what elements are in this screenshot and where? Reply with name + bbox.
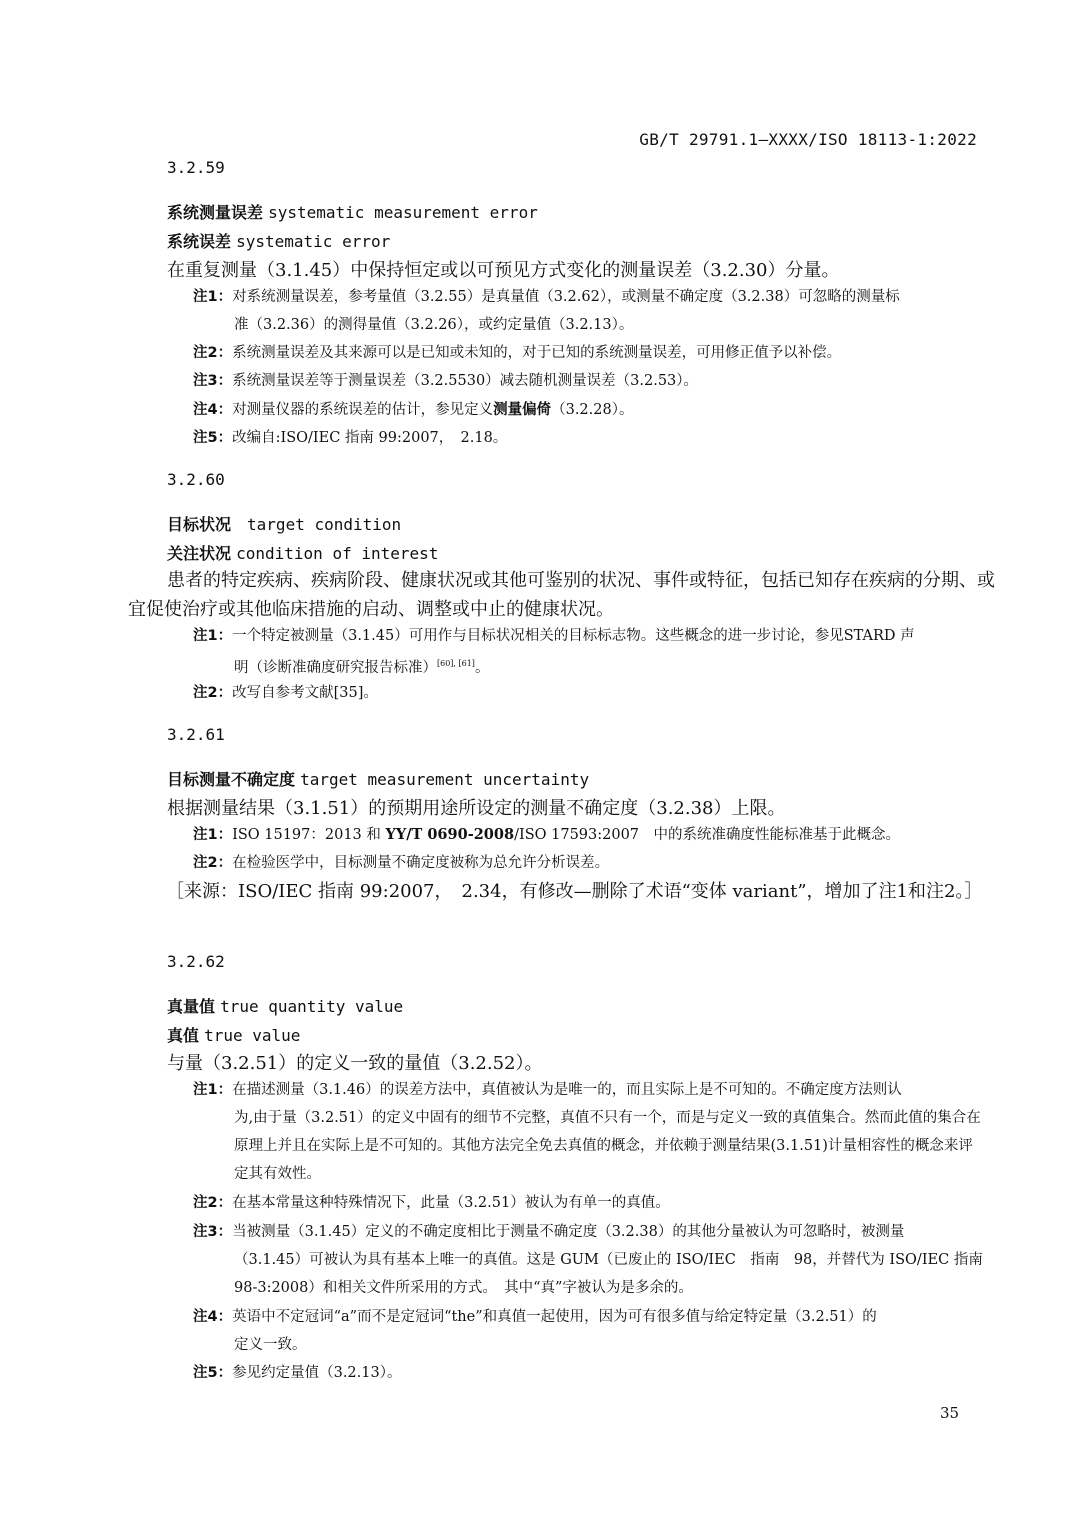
- clause-number: 3.2.61: [167, 725, 225, 744]
- term-preferred: 系统测量误差 systematic measurement error: [167, 203, 538, 222]
- source-statement: ［来源：ISO/IEC 指南 99:2007， 2.34，有修改—删除了术语“变体 variant”，增加了注1和注2。］: [166, 881, 983, 902]
- page-number: 35: [940, 1404, 960, 1422]
- note: 注3：当被测量（3.1.45）定义的不确定度相比于测量不确定度（3.2.38）的其他分量被认为可忽略时，被测量 （3.1.45）可被认为具有基本上唯一的真值。这是 GUM（已废止的 ISO/IEC 指南 98，并替代为 ISO/IEC 指南 98-3:2008）和相关文件所采用的方式。 其中“真”字被认为是多余的。: [193, 1224, 983, 1296]
- note: 注5：参见约定量值（3.2.13）。: [193, 1365, 402, 1381]
- definition: 与量（3.2.51）的定义一致的量值（3.2.52）。: [167, 1053, 543, 1074]
- note: 注1：一个特定被测量（3.1.45）可用作与目标状况相关的目标标志物。这些概念的进一步讨论，参见STARD 声 明（诊断准确度研究报告标准）[60], [61]。: [193, 628, 915, 676]
- definition: 在重复测量（3.1.45）中保持恒定或以可预见方式变化的测量误差（3.2.30）分量。: [167, 260, 840, 281]
- note: 注4：英语中不定冠词“a”而不是定冠词“the”和真值一起使用，因为可有很多值与给定特定量（3.2.51）的 定义一致。: [193, 1309, 877, 1353]
- clause-number: 3.2.60: [167, 470, 225, 489]
- note: 注2：系统测量误差及其来源可以是已知或未知的，对于已知的系统测量误差，可用修正值予以补偿。: [193, 345, 842, 361]
- note: 注1：对系统测量误差，参考量值（3.2.55）是真量值（3.2.62），或测量不确定度（3.2.38）可忽略的测量标 准（3.2.36）的测得量值（3.2.26），或约定量值（3.2.13）。: [193, 289, 900, 333]
- term-admitted: 系统误差 systematic error: [167, 232, 391, 251]
- document-header: GB/T 29791.1—XXXX/ISO 18113-1:2022: [639, 130, 977, 149]
- definition: 根据测量结果（3.1.51）的预期用途所设定的测量不确定度（3.2.38）上限。: [167, 798, 786, 819]
- note: 注2：在检验医学中，目标测量不确定度被称为总允许分析误差。: [193, 855, 610, 871]
- note: 注4：对测量仪器的系统误差的估计，参见定义测量偏倚（3.2.28）。: [193, 401, 634, 418]
- definition: 患者的特定疾病、疾病阶段、健康状况或其他可鉴别的状况、事件或特征，包括已知存在疾病的分期、或宜促使治疗或其他临床措施的启动、调整或中止的健康状况。: [128, 570, 995, 620]
- term-admitted: 关注状况 condition of interest: [167, 544, 439, 563]
- note: 注1：ISO 15197：2013 和 YY/T 0690-2008/ISO 17593:2007 中的系统准确度性能标准基于此概念。: [193, 826, 901, 843]
- note: 注5：改编自:ISO/IEC 指南 99:2007， 2.18。: [193, 430, 508, 446]
- term-admitted: 真值 true value: [167, 1026, 301, 1045]
- clause-number: 3.2.62: [167, 952, 225, 971]
- note: 注1：在描述测量（3.1.46）的误差方法中，真值被认为是唯一的，而且实际上是不可知的。不确定度方法则认 为,由于量（3.2.51）的定义中固有的细节不完整，真值不只有一个，而是与定义一致的真值集合。然而此值的集合在原理上并且在实际上是不可知的。其他方法完全免去真值的概念，并依赖于测量结果(3.1.51)计量相容性的概念来评定其有效性。: [193, 1082, 981, 1182]
- clause-number: 3.2.59: [167, 158, 225, 177]
- term-preferred: 目标测量不确定度 target measurement uncertainty: [167, 770, 590, 789]
- note: 注2：改写自参考文献[35]。: [193, 685, 378, 701]
- term-preferred: 真量值 true quantity value: [167, 997, 404, 1016]
- note: 注3：系统测量误差等于测量误差（3.2.5530）减去随机测量误差（3.2.53）。: [193, 373, 699, 389]
- note: 注2：在基本常量这种特殊情况下，此量（3.2.51）被认为有单一的真值。: [193, 1195, 670, 1211]
- term-preferred: 目标状况 target condition: [167, 515, 402, 534]
